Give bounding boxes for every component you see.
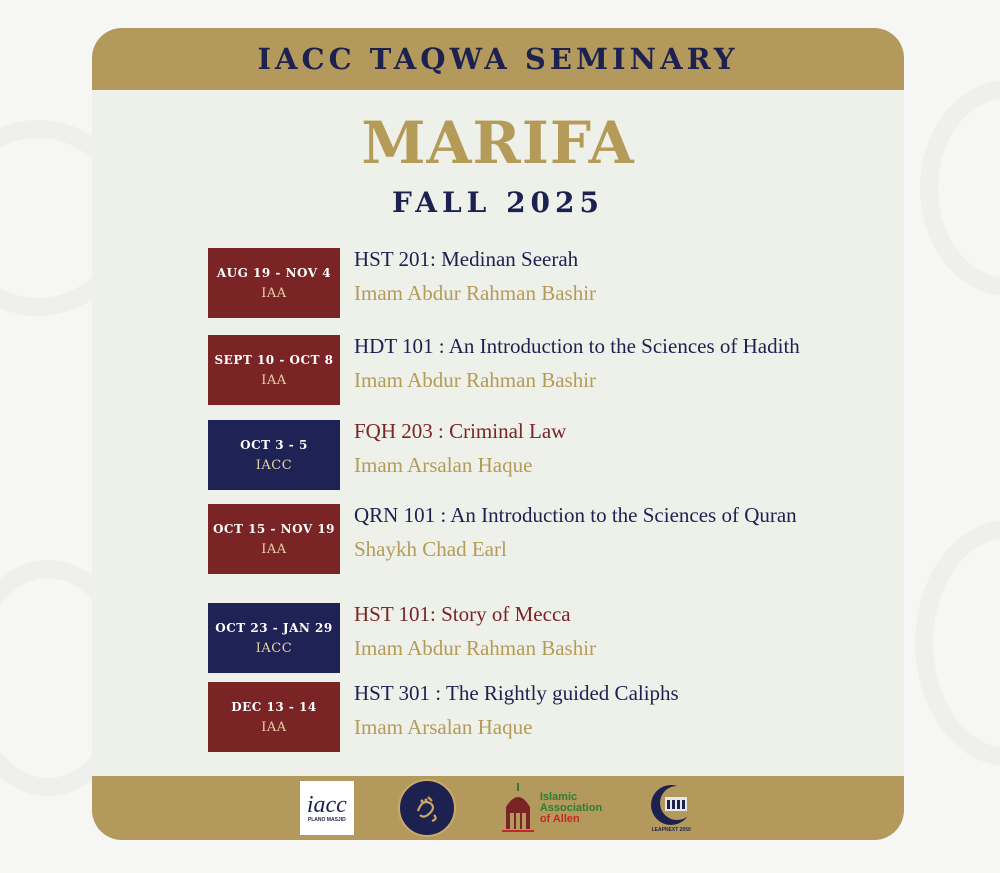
taqwa-calligraphy-icon xyxy=(410,791,444,825)
course-location: IAA xyxy=(261,719,287,735)
course-row xyxy=(208,335,800,405)
course-location: IAA xyxy=(261,541,287,557)
course-dates: OCT 3 - 5 xyxy=(240,437,308,452)
program-season: FALL 2025 xyxy=(391,186,604,219)
course-title: HST 301 : The Rightly guided Caliphs xyxy=(354,681,679,705)
course-title: QRN 101 : An Introduction to the Sciences of Quran xyxy=(354,503,797,527)
background-ornament xyxy=(920,80,1000,296)
course-dates: AUG 19 - NOV 4 xyxy=(216,265,332,280)
course-date-box xyxy=(208,248,340,318)
course-instructor: Imam Arsalan Haque xyxy=(354,453,533,477)
course-location: IAA xyxy=(261,372,287,388)
course-title: HDT 101 : An Introduction to the Sciences of Hadith xyxy=(354,334,800,358)
course-instructor: Imam Arsalan Haque xyxy=(354,715,533,739)
background-ornament xyxy=(915,520,1000,766)
course-date-box xyxy=(208,603,340,673)
course-instructor: Imam Abdur Rahman Bashir xyxy=(354,281,597,305)
course-date-box xyxy=(208,335,340,405)
mosque-icon xyxy=(500,781,536,835)
course-location: IACC xyxy=(255,457,293,473)
course-date-box xyxy=(208,682,340,752)
iacc-plano-masjid-logo: iacc PLANO MASJID xyxy=(300,781,354,835)
islamic-association-of-allen-logo: Islamic Association of Allen xyxy=(500,781,602,835)
course-dates: OCT 23 - JAN 29 xyxy=(215,620,333,635)
course-row xyxy=(208,603,596,673)
course-row xyxy=(208,248,596,318)
course-location: IACC xyxy=(255,640,293,656)
course-date-box xyxy=(208,420,340,490)
program-name: MARIFA xyxy=(361,109,635,177)
seminary-title: IACC TAQWA SEMINARY xyxy=(257,42,739,76)
course-date-box xyxy=(208,504,340,574)
course-location: IAA xyxy=(261,285,287,301)
course-title: HST 101: Story of Mecca xyxy=(354,602,571,626)
course-instructor: Imam Abdur Rahman Bashir xyxy=(354,368,597,392)
taqwa-logo xyxy=(398,779,456,837)
header-banner xyxy=(92,28,904,90)
course-row xyxy=(208,504,797,574)
seminary-card xyxy=(92,28,904,840)
leapnext-building-icon xyxy=(647,783,695,827)
course-row xyxy=(208,682,679,752)
course-title: FQH 203 : Criminal Law xyxy=(354,419,567,443)
course-dates: DEC 13 - 14 xyxy=(231,699,317,714)
course-title: HST 201: Medinan Seerah xyxy=(354,247,579,271)
course-row xyxy=(208,420,566,490)
leapnext-logo: LEAPNEXT 2050 xyxy=(646,781,696,835)
course-instructor: Shaykh Chad Earl xyxy=(354,537,507,561)
footer-logo-bar xyxy=(92,776,904,840)
course-dates: OCT 15 - NOV 19 xyxy=(212,521,336,536)
course-instructor: Imam Abdur Rahman Bashir xyxy=(354,636,597,660)
course-dates: SEPT 10 - OCT 8 xyxy=(214,352,334,367)
